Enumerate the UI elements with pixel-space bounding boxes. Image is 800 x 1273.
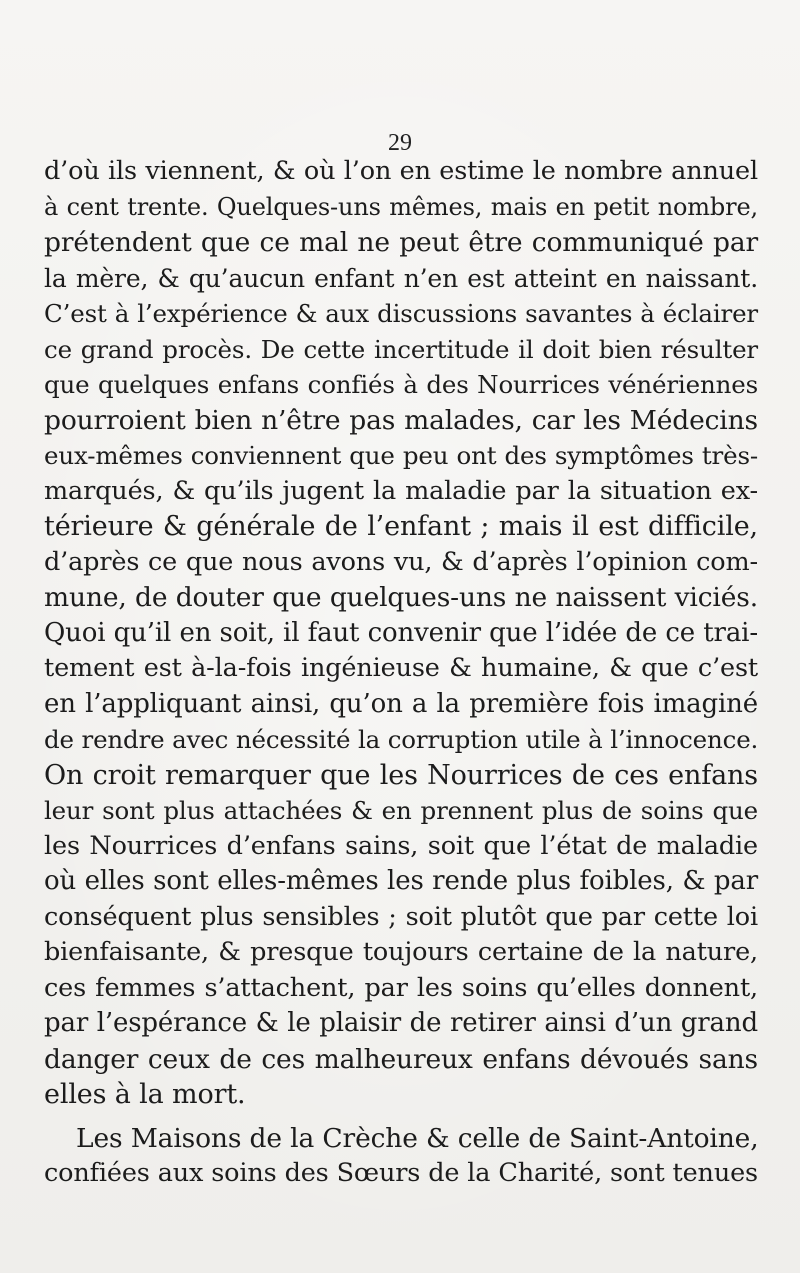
text-line: de rendre avec nécessité la corruption utile à l’innocence. — [44, 725, 759, 754]
text-line: d’après ce que nous avons vu, & d’après l’opinion com- — [44, 546, 758, 577]
text-line: eux-mêmes conviennent que peu ont des symptômes très- — [44, 441, 758, 470]
page-number: 29 — [388, 130, 412, 156]
text-line: ce grand procès. De cette incertitude il doit bien résulter — [44, 334, 758, 364]
text-line: en l’appliquant ainsi, qu’on a la première fois imaginé — [44, 688, 758, 719]
body-text — [44, 154, 758, 1192]
text-line: bienfaisante, & presque toujours certaine de la nature, — [44, 937, 758, 967]
text-line: térieure & générale de l’enfant ; mais il est difficile, — [44, 511, 758, 542]
text-line: confiées aux soins des Sœurs de la Charité, sont tenues — [44, 1158, 758, 1188]
text-line: marqués, & qu’ils jugent la maladie par la situation ex- — [44, 475, 758, 506]
text-line: On croit remarquer que les Nourrices de ces enfans — [44, 759, 758, 791]
text-line: où elles sont elles-mêmes les rende plus foibles, & par — [44, 866, 758, 896]
text-line: la mère, & qu’aucun enfant n’en est atteint en naissant. — [44, 263, 758, 293]
text-line: elles à la mort. — [44, 1079, 246, 1110]
text-line: d’où ils viennent, & où l’on en estime le nombre annuel — [44, 156, 758, 186]
text-line: conséquent plus sensibles ; soit plutôt que par cette loi — [44, 901, 758, 932]
text-line: Quoi qu’il en soit, il faut convenir que l’idée de ce trai- — [44, 617, 758, 648]
text-line: ces femmes s’attachent, par les soins qu’elles donnent, — [44, 972, 758, 1003]
text-line: prétendent que ce mal ne peut être communiqué par — [44, 227, 758, 258]
text-line: à cent trente. Quelques-uns mêmes, mais en petit nombre, — [44, 192, 758, 221]
text-line: que quelques enfans confiés à des Nourrices vénériennes — [44, 370, 758, 399]
text-line: mune, de douter que quelques-uns ne naissent viciés. — [44, 582, 758, 613]
text-line: par l’espérance & le plaisir de retirer ainsi d’un grand — [44, 1008, 758, 1038]
paragraph-start-line: Les Maisons de la Crèche & celle de Saint-Antoine, — [76, 1122, 759, 1154]
text-line: C’est à l’expérience & aux discussions savantes à éclairer — [44, 299, 758, 328]
text-line: danger ceux de ces malheureux enfans dévoués sans — [44, 1043, 758, 1075]
text-line: les Nourrices d’enfans sains, soit que l’état de maladie — [44, 830, 758, 861]
text-line: pourroient bien n’être pas malades, car les Médecins — [44, 404, 758, 436]
text-line: tement est à-la-fois ingénieuse & humaine, & que c’est — [44, 653, 758, 683]
text-line: leur sont plus attachées & en prennent plus de soins que — [44, 796, 758, 825]
